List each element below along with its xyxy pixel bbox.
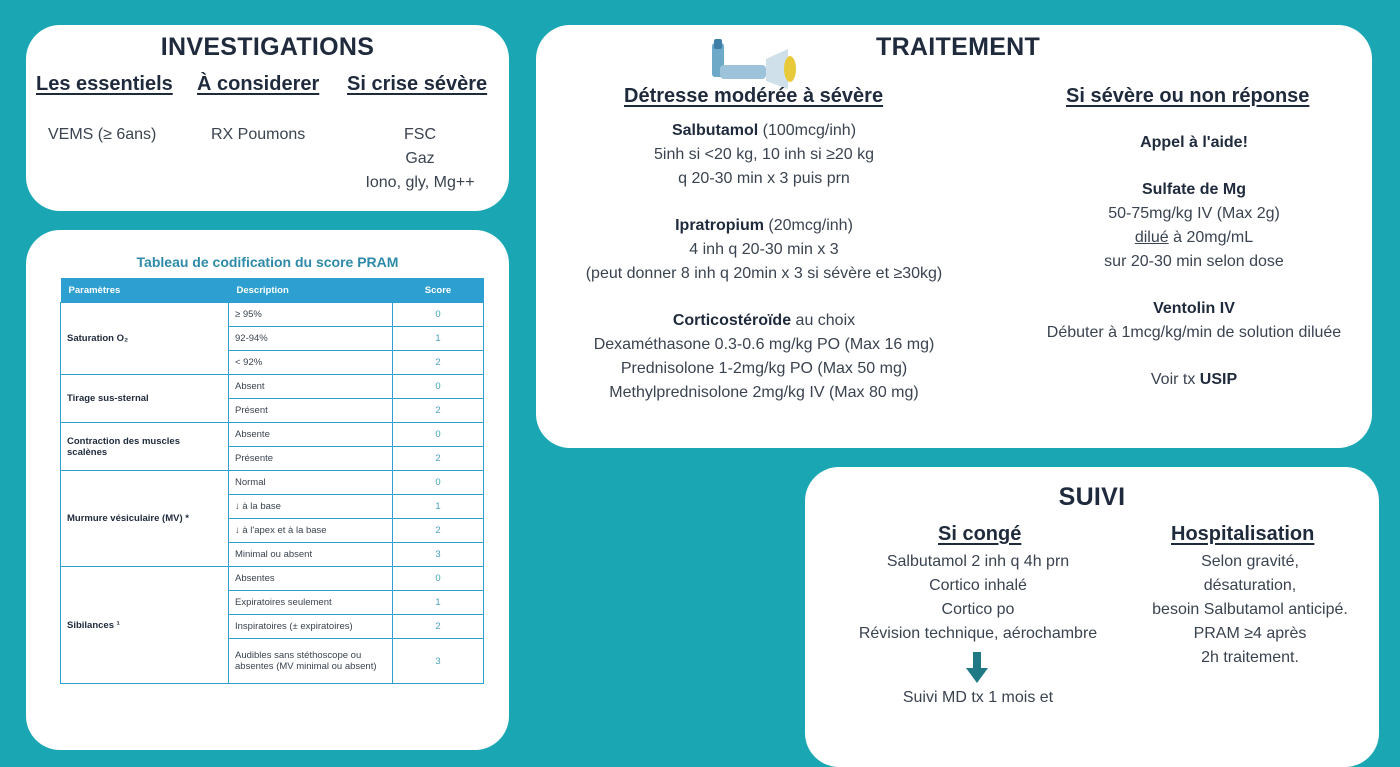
desc-cell: Minimal ou absent [229,543,393,567]
param-cell: Saturation O₂ [61,303,229,375]
help-text [1034,131,1354,155]
cortico-l3: Methylprednisolone 2mg/kg IV (Max 80 mg) [609,384,919,401]
pram-title: Tableau de codification du score PRAM [136,254,399,270]
severe-item: Iono, gly, Mg++ [365,174,475,191]
ipratropium-dose: (20mcg/inh) [763,217,853,234]
ipratropium-l1: 4 inh q 20-30 min x 3 [689,241,839,258]
list-item: Cortico inhalé [929,577,1027,594]
severe-heading: Si crise sévère [347,73,488,95]
severe-item: Gaz [405,150,435,167]
score-cell: 2 [393,399,484,423]
traitement-card [536,25,1372,448]
table-row [61,303,484,327]
cortico-line [554,309,974,333]
ventolin-l1: Débuter à 1mcg/kg/min de solution diluée [1046,324,1342,341]
ipratropium-line [554,214,974,238]
score-cell: 2 [393,351,484,375]
desc-cell: ↓ à la base [229,495,393,519]
help-label: Appel à l'aide! [1140,134,1248,151]
conge-after: Suivi MD tx 1 mois et [902,689,1054,706]
consider-heading: À considerer [197,73,320,95]
conge-heading: Si congé [938,523,1022,545]
score-cell: 0 [393,303,484,327]
desc-cell: ↓ à l'apex et à la base [229,519,393,543]
desc-cell: Absentes [229,567,393,591]
list-item: Selon gravité, [1201,553,1299,570]
table-header-row [61,278,484,303]
list-item: désaturation, [1203,577,1297,594]
usip-bold: USIP [1199,371,1238,388]
list-item: Cortico po [941,601,1015,618]
header-desc: Description [229,278,393,303]
desc-cell: Expiratoires seulement [229,591,393,615]
mg-l2 [1034,226,1354,250]
score-cell: 3 [393,543,484,567]
severe-response-heading: Si sévère ou non réponse [1066,85,1310,107]
pram-table [60,278,484,684]
essentials-item: VEMS (≥ 6ans) [48,126,157,143]
score-cell: 2 [393,519,484,543]
score-cell: 0 [393,375,484,399]
desc-cell: Audibles sans stéthoscope ou absentes (MV minimal ou absent) [229,639,393,684]
desc-cell: Présent [229,399,393,423]
severe-items [356,123,484,195]
desc-cell: Normal [229,471,393,495]
score-cell: 0 [393,471,484,495]
moderate-heading: Détresse modérée à sévère [624,85,884,107]
score-cell: 0 [393,567,484,591]
salbutamol-line [554,119,974,143]
score-cell: 3 [393,639,484,684]
investigations-card [26,25,509,211]
arrow-down-icon [965,652,989,684]
usip-prefix: Voir tx [1150,371,1200,388]
table-row [61,375,484,399]
salbutamol-l1: 5inh si <20 kg, 10 inh si ≥20 kg [653,146,875,163]
header-score: Score [393,278,484,303]
ipratropium-l2: (peut donner 8 inh q 20min x 3 si sévère et ≥30kg) [585,265,943,282]
salbutamol-block [554,119,974,191]
mg-block [1034,178,1354,274]
usip-line [1034,368,1354,392]
hosp-list [1131,550,1369,670]
cortico-l2: Prednisolone 1-2mg/kg PO (Max 50 mg) [620,360,908,377]
param-cell: Tirage sus-sternal [61,375,229,423]
param-cell: Murmure vésiculaire (MV) * [61,471,229,567]
pram-card [26,230,509,750]
score-cell: 2 [393,447,484,471]
mg-l2a: dilué [1134,229,1169,246]
score-cell: 0 [393,423,484,447]
suivi-title: SUIVI [1058,483,1126,511]
salbutamol-dose: (100mcg/inh) [758,122,857,139]
score-cell: 1 [393,591,484,615]
table-row [61,423,484,447]
desc-cell: Absente [229,423,393,447]
traitement-title: TRAITEMENT [876,33,1041,61]
score-cell: 1 [393,327,484,351]
list-item: 2h traitement. [1201,649,1299,666]
hosp-heading: Hospitalisation [1171,523,1315,545]
suivi-card [805,467,1379,767]
table-row [61,567,484,591]
inhaler-icon [710,39,800,89]
param-cell: Sibilances ¹ [61,567,229,684]
desc-cell: ≥ 95% [229,303,393,327]
list-item: Salbutamol 2 inh q 4h prn [886,553,1070,570]
ipratropium-block [554,214,974,286]
param-cell: Contraction des muscles scalènes [61,423,229,471]
mg-l2b: à 20mg/mL [1168,229,1254,246]
table-row [61,471,484,495]
desc-cell: < 92% [229,351,393,375]
cortico-suffix: au choix [791,312,856,329]
ventolin-block [1034,297,1354,345]
mg-l1: 50-75mg/kg IV (Max 2g) [1108,205,1280,222]
cortico-l1: Dexaméthasone 0.3-0.6 mg/kg PO (Max 16 mg) [593,336,935,353]
list-item: Révision technique, aérochambre [858,625,1098,642]
list-item: besoin Salbutamol anticipé. [1152,601,1348,618]
mg-l3: sur 20-30 min selon dose [1104,253,1284,270]
ipratropium-name: Ipratropium [675,217,764,234]
desc-cell: 92-94% [229,327,393,351]
salbutamol-name: Salbutamol [671,122,759,139]
conge-list [825,550,1131,646]
cortico-block [554,309,974,405]
list-item: PRAM ≥4 après [1193,625,1307,642]
consider-item: RX Poumons [211,126,306,143]
severe-item: FSC [404,126,436,143]
investigations-title: INVESTIGATIONS [160,33,375,61]
desc-cell: Présente [229,447,393,471]
salbutamol-l2: q 20-30 min x 3 puis prn [678,170,850,187]
cortico-name: Corticostéroïde [672,312,792,329]
score-cell: 2 [393,615,484,639]
essentials-heading: Les essentiels [36,73,173,95]
ventolin-name: Ventolin IV [1153,300,1235,317]
mg-name: Sulfate de Mg [1141,181,1246,198]
score-cell: 1 [393,495,484,519]
header-param: Paramètres [61,278,229,303]
desc-cell: Inspiratoires (± expiratoires) [229,615,393,639]
desc-cell: Absent [229,375,393,399]
